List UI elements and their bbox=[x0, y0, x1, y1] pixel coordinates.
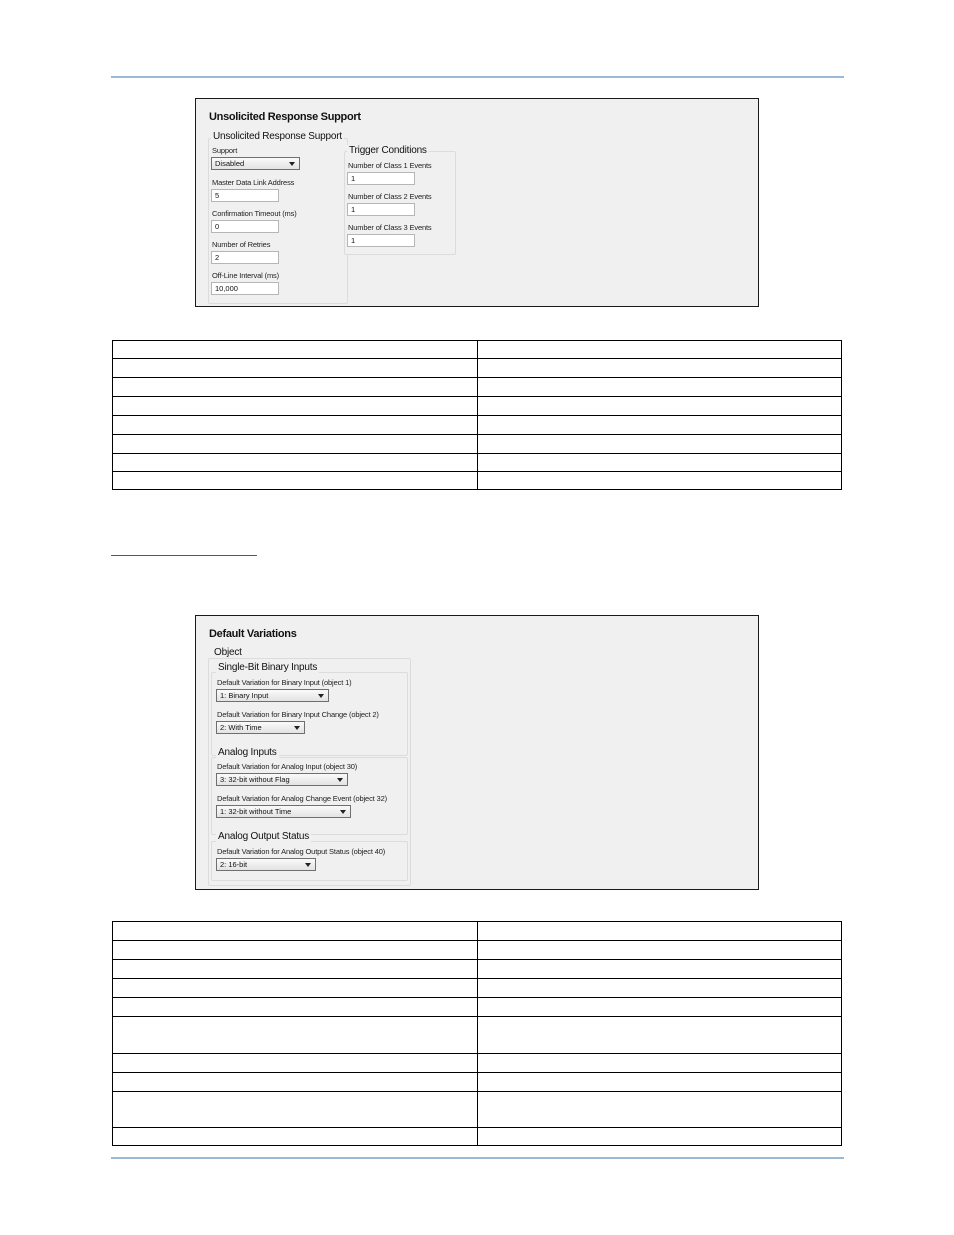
table-row bbox=[113, 359, 842, 378]
footer-rule bbox=[111, 1157, 844, 1159]
table-row bbox=[113, 1073, 842, 1092]
trigger-conditions-caption: Trigger Conditions bbox=[349, 145, 427, 156]
table-row bbox=[113, 416, 842, 435]
binary-input-label: Default Variation for Binary Input (object 1) bbox=[217, 678, 352, 687]
master-address-input[interactable]: 5 bbox=[211, 189, 279, 202]
confirmation-timeout-input[interactable]: 0 bbox=[211, 220, 279, 233]
table-row bbox=[113, 1054, 842, 1073]
class3-label: Number of Class 3 Events bbox=[348, 223, 432, 232]
binary-change-dropdown[interactable] bbox=[216, 721, 305, 734]
analog-output-label: Default Variation for Analog Output Status (object 40) bbox=[217, 847, 386, 856]
binary-input-dropdown[interactable] bbox=[216, 689, 329, 702]
table-row bbox=[113, 454, 842, 472]
retries-input[interactable]: 2 bbox=[211, 251, 279, 264]
class2-input[interactable]: 1 bbox=[347, 203, 415, 216]
class3-input[interactable]: 1 bbox=[347, 234, 415, 247]
chevron-down-icon bbox=[294, 726, 300, 730]
table-row bbox=[113, 472, 842, 490]
table-row bbox=[113, 1017, 842, 1054]
table-row bbox=[113, 1092, 842, 1128]
analog-input-value: 3: 32-bit without Flag bbox=[220, 775, 290, 784]
table-row bbox=[113, 1128, 842, 1146]
panel-title: Unsolicited Response Support bbox=[209, 111, 361, 123]
analog-input-label: Default Variation for Analog Input (object 30) bbox=[217, 762, 358, 771]
analog-change-value: 1: 32-bit without Time bbox=[220, 807, 292, 816]
support-dropdown[interactable] bbox=[211, 157, 300, 170]
binary-input-value: 1: Binary Input bbox=[220, 691, 269, 700]
retries-label: Number of Retries bbox=[212, 240, 271, 249]
panel-title: Default Variations bbox=[209, 628, 297, 640]
object-caption: Object bbox=[214, 647, 242, 658]
support-label: Support bbox=[212, 146, 238, 155]
analog-output-value: 2: 16-bit bbox=[220, 860, 248, 869]
class1-label: Number of Class 1 Events bbox=[348, 161, 432, 170]
table-row bbox=[113, 922, 842, 941]
table-row bbox=[113, 941, 842, 960]
chevron-down-icon bbox=[340, 810, 346, 814]
analog-input-dropdown[interactable] bbox=[216, 773, 348, 786]
table-row bbox=[113, 998, 842, 1017]
chevron-down-icon bbox=[305, 863, 311, 867]
table-row bbox=[113, 341, 842, 359]
table-row bbox=[113, 397, 842, 416]
analog-change-label: Default Variation for Analog Change Event (object 32) bbox=[217, 794, 387, 803]
binary-inputs-caption: Single-Bit Binary Inputs bbox=[218, 662, 318, 673]
settings-table-1 bbox=[112, 340, 842, 490]
table-row bbox=[113, 435, 842, 454]
binary-change-value: 2: With Time bbox=[220, 723, 262, 732]
analog-change-dropdown[interactable] bbox=[216, 805, 351, 818]
section-link-underline bbox=[111, 555, 257, 556]
table-row bbox=[113, 979, 842, 998]
table-row bbox=[113, 960, 842, 979]
header-rule bbox=[111, 76, 844, 78]
settings-table-2 bbox=[112, 921, 842, 1146]
chevron-down-icon bbox=[318, 694, 324, 698]
analog-output-caption: Analog Output Status bbox=[218, 831, 310, 842]
default-variations-panel bbox=[195, 615, 759, 890]
support-value: Disabled bbox=[215, 159, 245, 168]
analog-output-dropdown[interactable] bbox=[216, 858, 316, 871]
unsolicited-group-caption: Unsolicited Response Support bbox=[213, 131, 342, 142]
table-row bbox=[113, 378, 842, 397]
unsolicited-response-panel bbox=[195, 98, 759, 307]
analog-inputs-caption: Analog Inputs bbox=[218, 747, 277, 758]
binary-change-label: Default Variation for Binary Input Change (object 2) bbox=[217, 710, 379, 719]
offline-interval-input[interactable]: 10,000 bbox=[211, 282, 279, 295]
class2-label: Number of Class 2 Events bbox=[348, 192, 432, 201]
confirmation-timeout-label: Confirmation Timeout (ms) bbox=[212, 209, 297, 218]
chevron-down-icon bbox=[289, 162, 295, 166]
offline-interval-label: Off-Line Interval (ms) bbox=[212, 271, 279, 280]
class1-input[interactable]: 1 bbox=[347, 172, 415, 185]
master-address-label: Master Data Link Address bbox=[212, 178, 295, 187]
chevron-down-icon bbox=[337, 778, 343, 782]
